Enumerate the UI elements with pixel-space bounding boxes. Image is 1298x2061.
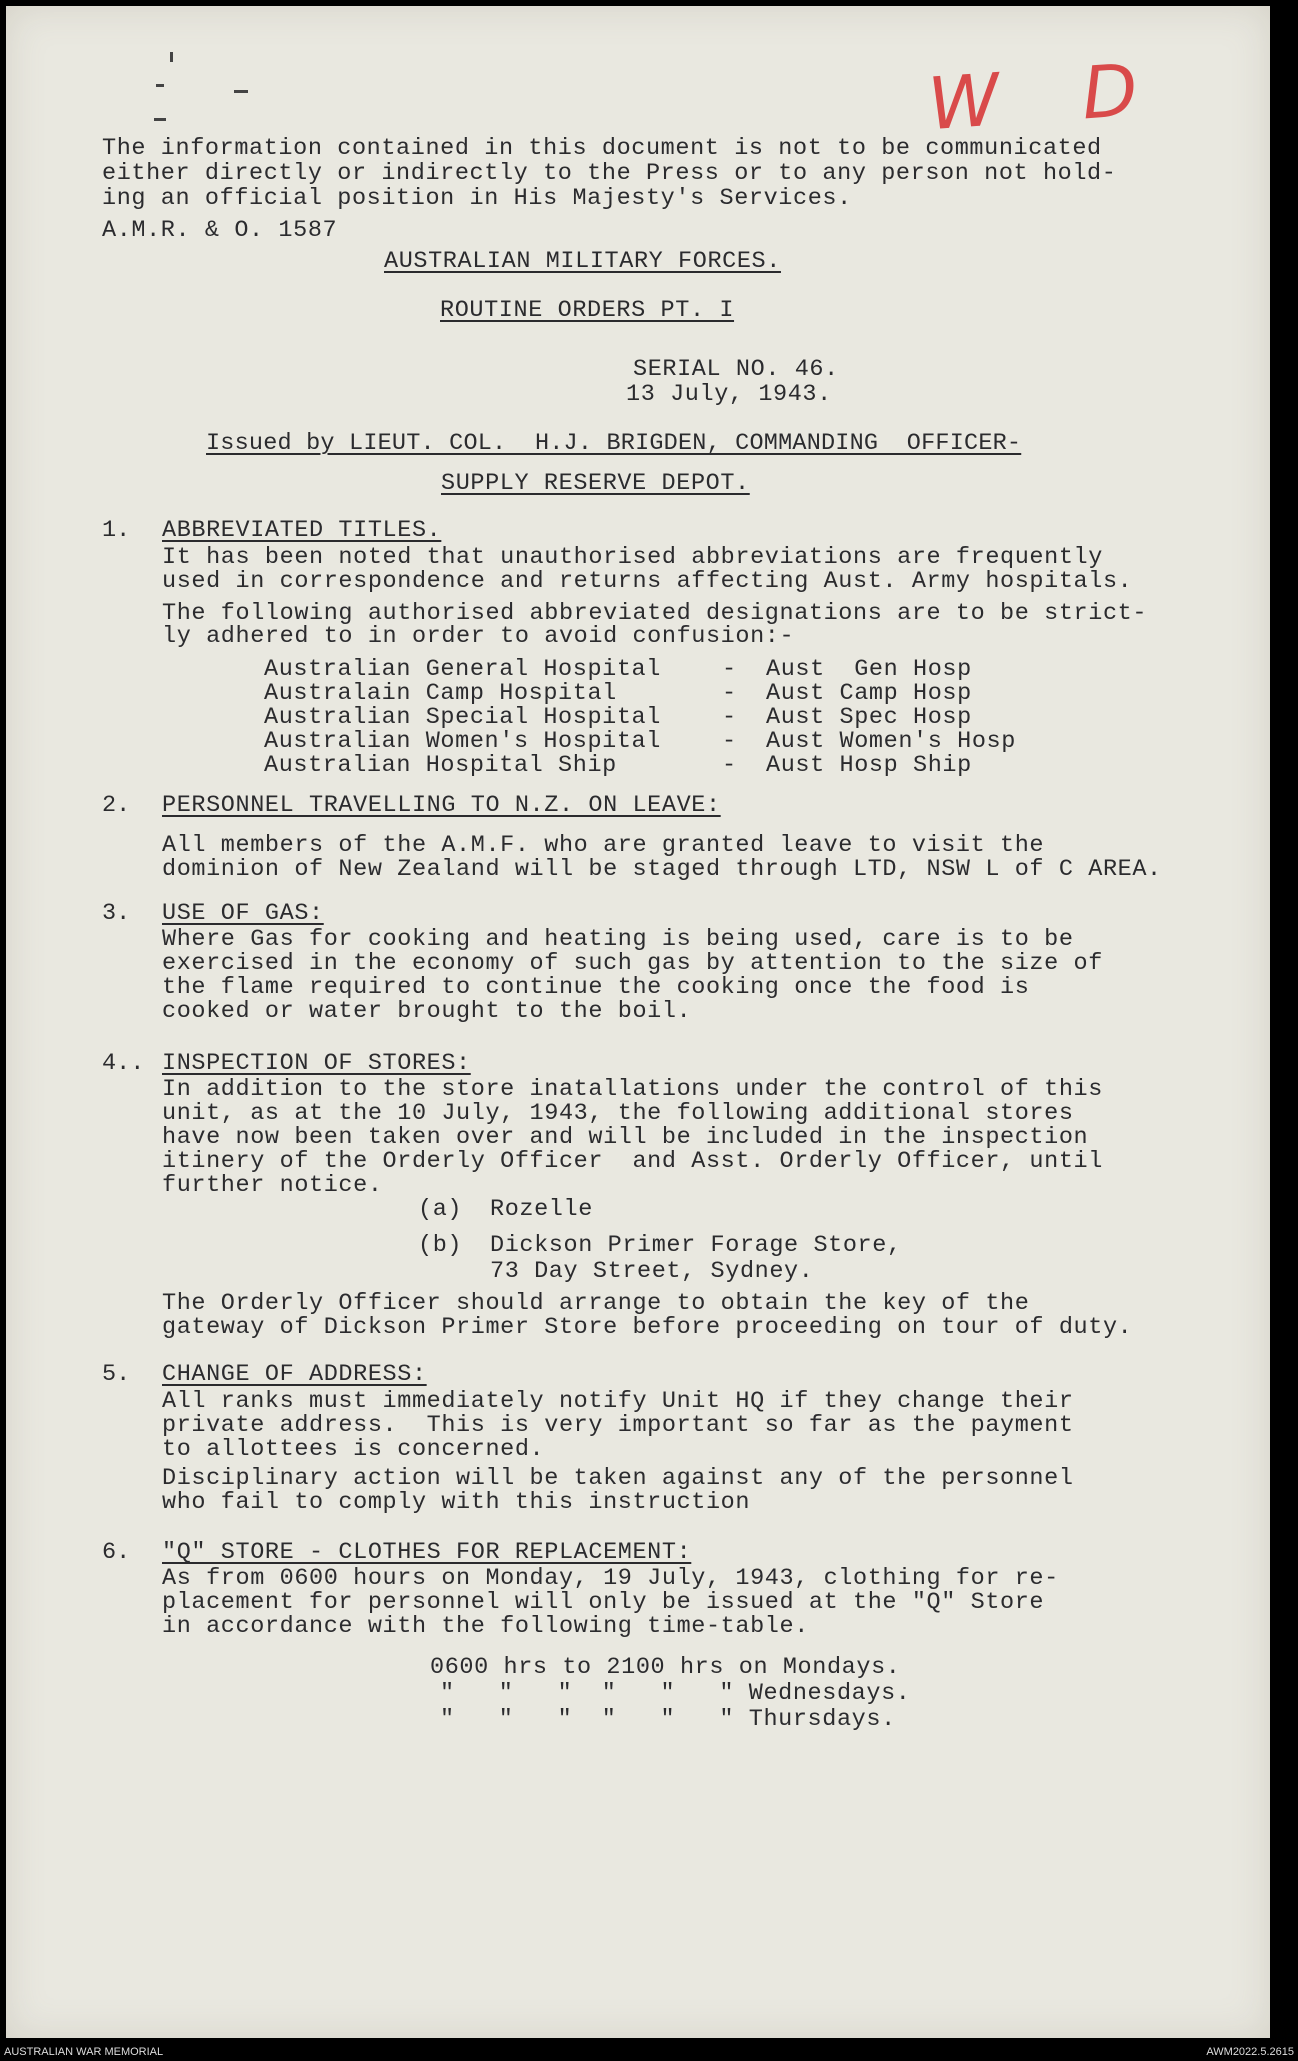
body-line: It has been noted that unauthorised abbreviations are frequently <box>162 544 1103 571</box>
document-page <box>6 6 1270 2038</box>
section-number: 4.. <box>102 1050 145 1077</box>
body-line: In addition to the store inatallations under the control of this <box>162 1076 1103 1103</box>
body-line: itinery of the Orderly Officer and Asst. Orderly Officer, until <box>162 1148 1103 1175</box>
security-notice-line: either directly or indirectly to the Press or to any person not hold- <box>102 160 1117 187</box>
serial-number: SERIAL NO. 46. <box>633 356 839 383</box>
footer-credit: AUSTRALIAN WAR MEMORIAL <box>4 2046 164 2058</box>
abbrev-short: Aust Hosp Ship <box>766 752 972 779</box>
timetable-line: 0600 hrs to 2100 hrs on Mondays. <box>430 1654 901 1681</box>
list-item-text: Dickson Primer Forage Store, <box>490 1232 902 1259</box>
stray-mark <box>170 52 173 62</box>
section-number: 3. <box>102 900 131 927</box>
issued-by-line: Issued by LIEUT. COL. H.J. BRIGDEN, COMMANDING OFFICER- <box>206 430 1022 457</box>
abbrev-dash: - <box>722 680 737 707</box>
body-line: placement for personnel will only be issued at the "Q" Store <box>162 1589 1045 1616</box>
abbrev-dash: - <box>722 728 737 755</box>
body-line: As from 0600 hours on Monday, 19 July, 1943, clothing for re- <box>162 1565 1059 1592</box>
section-heading: USE OF GAS: <box>162 900 324 927</box>
list-label: (a) <box>418 1196 463 1223</box>
section-heading: INSPECTION OF STORES: <box>162 1050 471 1077</box>
section-number: 2. <box>102 792 131 819</box>
abbrev-dash: - <box>722 704 737 731</box>
abbrev-full: Australian General Hospital <box>264 656 661 683</box>
abbrev-full: Australian Hospital Ship <box>264 752 617 779</box>
section-number: 1. <box>102 517 131 544</box>
body-line: who fail to comply with this instruction <box>162 1489 751 1516</box>
body-line: dominion of New Zealand will be staged through LTD, NSW L of C AREA. <box>162 856 1162 883</box>
abbrev-dash: - <box>722 656 737 683</box>
stray-mark <box>156 84 164 87</box>
abbrev-short: Aust Spec Hosp <box>766 704 972 731</box>
body-line: to allottees is concerned. <box>162 1436 545 1463</box>
section-heading: ABBREVIATED TITLES. <box>162 517 442 544</box>
depot-name: SUPPLY RESERVE DEPOT. <box>441 470 750 497</box>
abbrev-full: Australain Camp Hospital <box>264 680 617 707</box>
body-line: cooked or water brought to the boil. <box>162 998 692 1025</box>
timetable-line: " " " " " " Thursdays. <box>440 1706 896 1733</box>
body-line: have now been taken over and will be included in the inspection <box>162 1124 1089 1151</box>
body-line: ly adhered to in order to avoid confusion:- <box>162 623 795 650</box>
abbrev-full: Australian Women's Hospital <box>264 728 661 755</box>
timetable-line: " " " " " " Wednesdays. <box>440 1680 911 1707</box>
section-number: 6. <box>102 1539 131 1566</box>
security-notice-line: The information contained in this document is not to be communicated <box>102 135 1102 162</box>
orders-title: ROUTINE ORDERS PT. I <box>440 297 735 324</box>
body-line: private address. This is very important so far as the payment <box>162 1412 1074 1439</box>
abbrev-dash: - <box>722 752 737 779</box>
abbrev-short: Aust Women's Hosp <box>766 728 1016 755</box>
body-line: Disciplinary action will be taken against any of the personnel <box>162 1465 1074 1492</box>
body-line: The following authorised abbreviated designations are to be strict- <box>162 600 1148 627</box>
body-line: All members of the A.M.F. who are granted leave to visit the <box>162 832 1045 859</box>
abbrev-full: Australian Special Hospital <box>264 704 661 731</box>
body-line: All ranks must immediately notify Unit HQ if they change their <box>162 1388 1074 1415</box>
body-line: the flame required to continue the cooking once the food is <box>162 974 1030 1001</box>
abbrev-short: Aust Gen Hosp <box>766 656 972 683</box>
body-line: further notice. <box>162 1172 383 1199</box>
org-title: AUSTRALIAN MILITARY FORCES. <box>384 248 781 275</box>
body-line: The Orderly Officer should arrange to obtain the key of the <box>162 1290 1030 1317</box>
footer-reference: AWM2022.5.2615 <box>1206 2046 1294 2058</box>
order-date: 13 July, 1943. <box>626 381 832 408</box>
section-heading: "Q" STORE - CLOTHES FOR REPLACEMENT: <box>162 1539 692 1566</box>
list-label: (b) <box>418 1232 463 1259</box>
section-heading: PERSONNEL TRAVELLING TO N.Z. ON LEAVE: <box>162 792 721 819</box>
section-heading: CHANGE OF ADDRESS: <box>162 1361 427 1388</box>
body-line: unit, as at the 10 July, 1943, the following additional stores <box>162 1100 1074 1127</box>
stray-mark <box>154 118 166 121</box>
list-item-text: Rozelle <box>490 1196 593 1223</box>
body-line: exercised in the economy of such gas by attention to the size of <box>162 950 1103 977</box>
list-item-text: 73 Day Street, Sydney. <box>490 1258 814 1285</box>
body-line: used in correspondence and returns affecting Aust. Army hospitals. <box>162 568 1133 595</box>
body-line: Where Gas for cooking and heating is being used, care is to be <box>162 926 1074 953</box>
abbrev-short: Aust Camp Hosp <box>766 680 972 707</box>
section-number: 5. <box>102 1361 131 1388</box>
stray-mark <box>234 90 248 93</box>
security-notice-line: ing an official position in His Majesty's Services. <box>102 185 852 212</box>
handwritten-annotation: W D <box>925 45 1171 147</box>
body-line: gateway of Dickson Primer Store before proceeding on tour of duty. <box>162 1314 1133 1341</box>
amr-reference: A.M.R. & O. 1587 <box>102 217 338 244</box>
body-line: in accordance with the following time-table. <box>162 1613 809 1640</box>
